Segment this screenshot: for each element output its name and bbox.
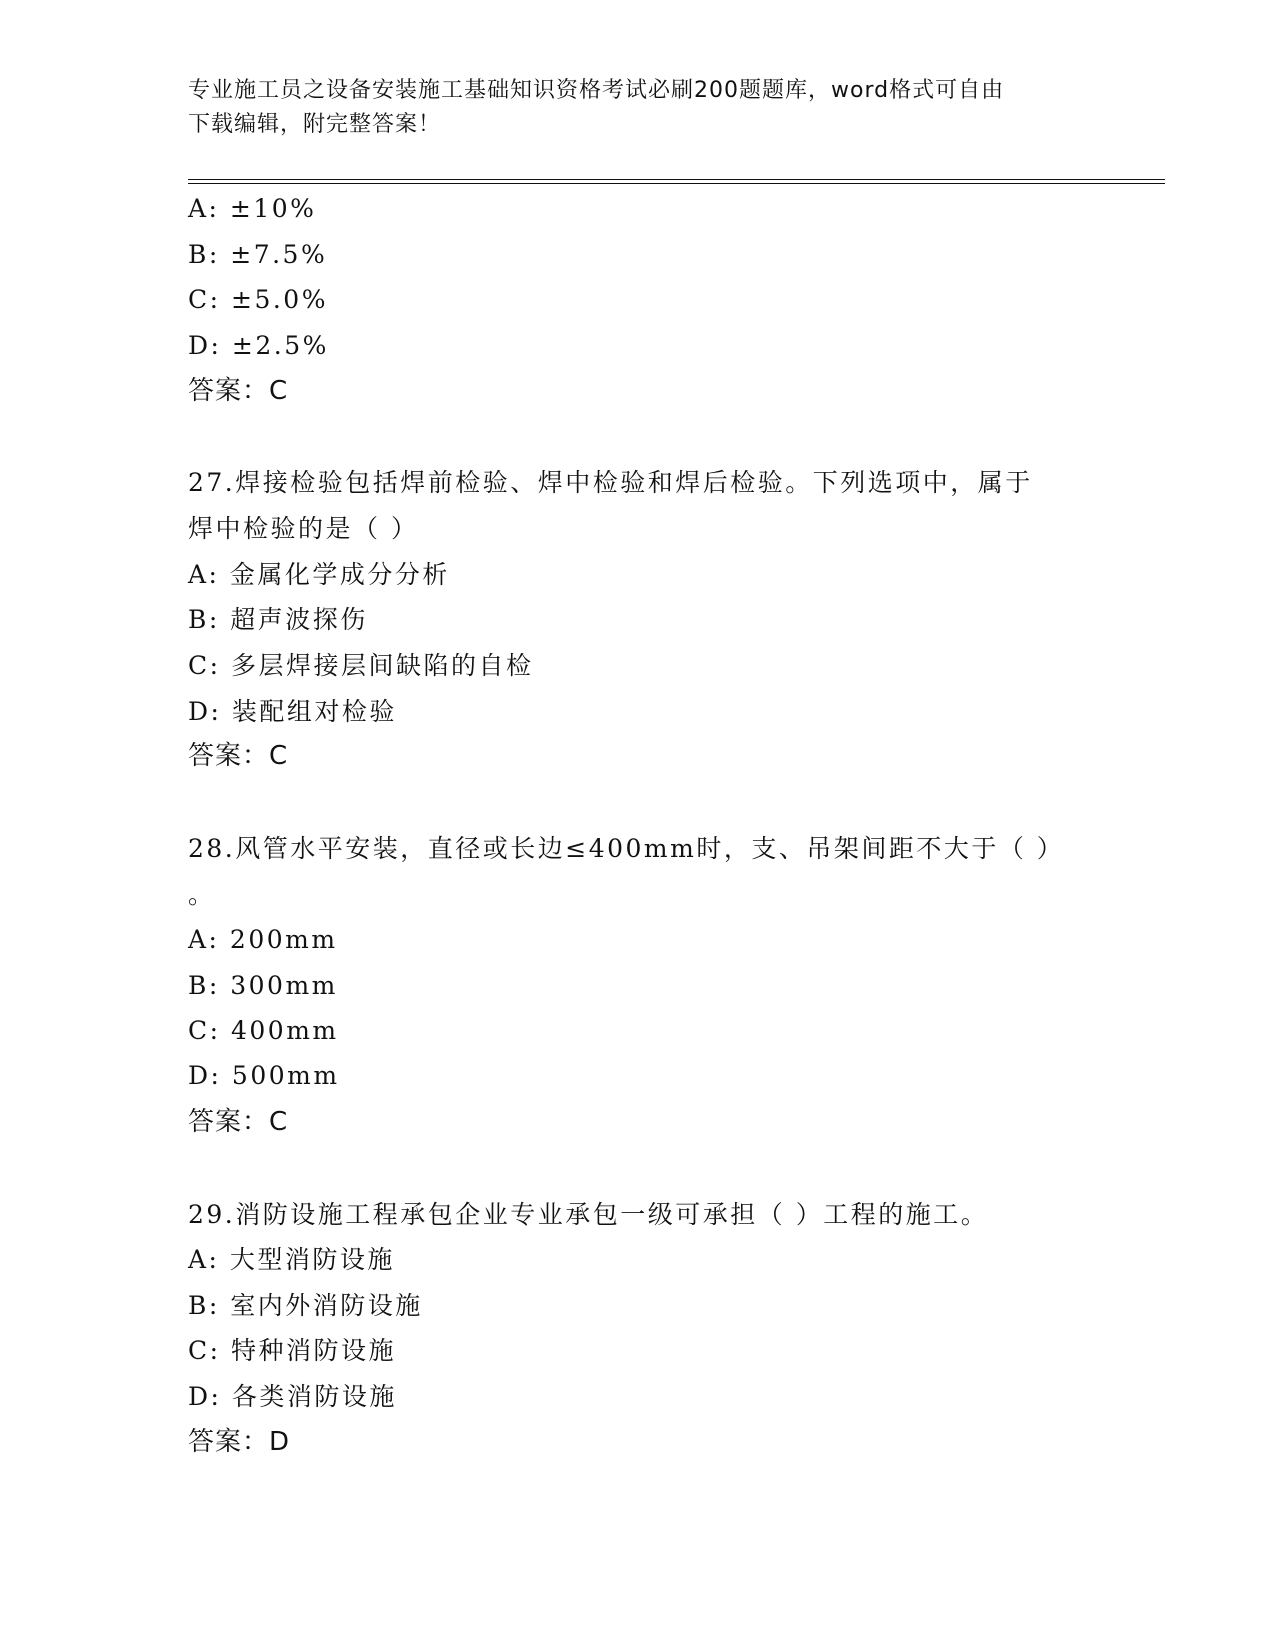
q27-stem-line-2: 焊中检验的是（ ） bbox=[188, 514, 419, 543]
q28-answer: 答案：C bbox=[188, 1107, 289, 1137]
header-line-1: 专业施工员之设备安装施工基础知识资格考试必刷200题题库，word格式可自由 bbox=[188, 78, 1005, 103]
q27-option-a: A: 金属化学成分分析 bbox=[188, 560, 450, 589]
q27-stem-line-1: 27.焊接检验包括焊前检验、焊中检验和焊后检验。下列选项中，属于 bbox=[188, 468, 1033, 497]
q26-option-a: A: ±10% bbox=[188, 194, 317, 223]
q28-option-d: D: 500mm bbox=[188, 1061, 340, 1090]
q28-stem-line-2: 。 bbox=[188, 880, 216, 909]
q28-option-a: A: 200mm bbox=[188, 925, 338, 954]
q29-option-b: B: 室内外消防设施 bbox=[188, 1291, 423, 1320]
q26-option-c: C: ±5.0% bbox=[188, 285, 328, 314]
q27-option-c: C: 多层焊接层间缺陷的自检 bbox=[188, 651, 534, 680]
q29-stem-line-1: 29.消防设施工程承包企业专业承包一级可承担（ ）工程的施工。 bbox=[188, 1200, 989, 1229]
q26-answer: 答案：C bbox=[188, 376, 289, 406]
document-header bbox=[188, 74, 1088, 142]
q29-answer: 答案：D bbox=[188, 1427, 291, 1457]
q26-option-d: D: ±2.5% bbox=[188, 331, 329, 360]
header-line-2: 下载编辑，附完整答案！ bbox=[188, 112, 442, 137]
q27-answer: 答案：C bbox=[188, 741, 289, 771]
q28-option-c: C: 400mm bbox=[188, 1016, 339, 1045]
q27-option-d: D: 装配组对检验 bbox=[188, 697, 397, 726]
q26-option-b: B: ±7.5% bbox=[188, 240, 328, 269]
q29-option-d: D: 各类消防设施 bbox=[188, 1382, 397, 1411]
q29-option-c: C: 特种消防设施 bbox=[188, 1336, 396, 1365]
q29-option-a: A: 大型消防设施 bbox=[188, 1245, 395, 1274]
header-divider bbox=[188, 179, 1165, 184]
q28-stem-line-1: 28.风管水平安装，直径或长边≤400mm时，支、吊架间距不大于（ ） bbox=[188, 834, 1065, 863]
q27-option-b: B: 超声波探伤 bbox=[188, 605, 368, 634]
q28-option-b: B: 300mm bbox=[188, 971, 338, 1000]
